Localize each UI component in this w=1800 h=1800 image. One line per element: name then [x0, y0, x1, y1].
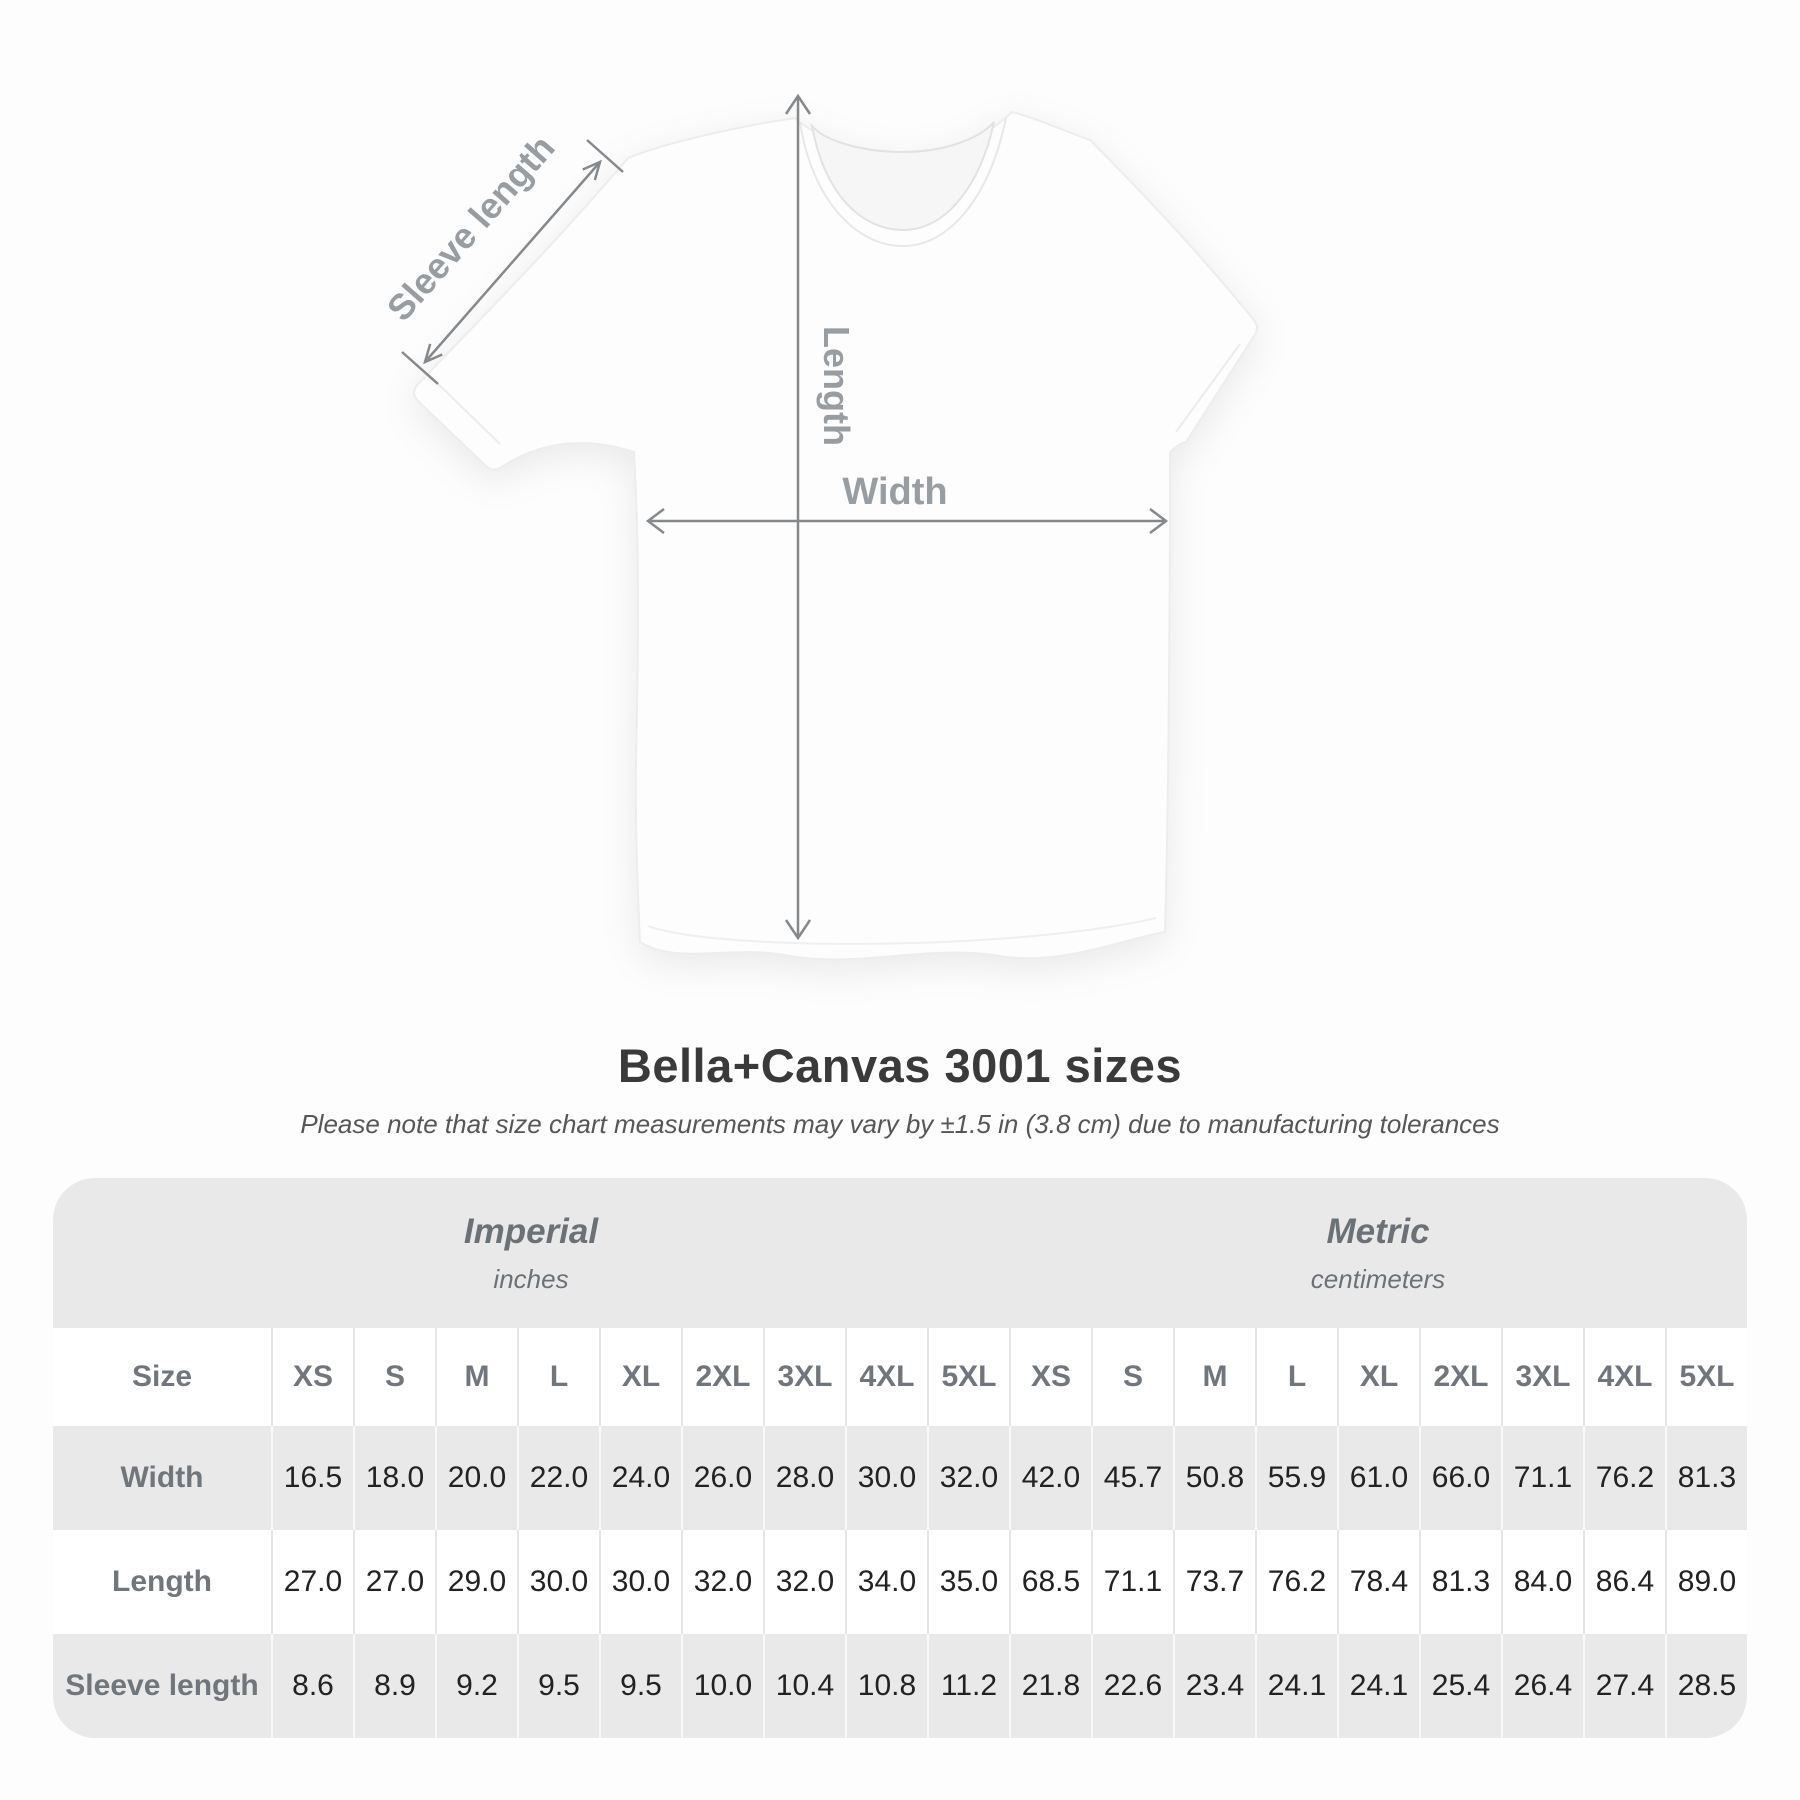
- value-cell: 71.1: [1091, 1530, 1173, 1634]
- value-cell: 25.4: [1419, 1634, 1501, 1738]
- title-block: [0, 1038, 1800, 1140]
- value-cell: 28.5: [1665, 1634, 1747, 1738]
- value-cell: 11.2: [927, 1634, 1009, 1738]
- size-column-header: 5XL: [1665, 1328, 1747, 1426]
- value-cell: 76.2: [1583, 1426, 1665, 1530]
- size-column-header: 2XL: [681, 1328, 763, 1426]
- value-cell: 30.0: [599, 1530, 681, 1634]
- imperial-units: inches: [493, 1263, 569, 1294]
- size-header-row: [53, 1328, 1747, 1426]
- value-cell: 22.0: [517, 1426, 599, 1530]
- size-column-header: 5XL: [927, 1328, 1009, 1426]
- value-cell: 9.5: [517, 1634, 599, 1738]
- size-column-header: S: [1091, 1328, 1173, 1426]
- size-column-header: XS: [1009, 1328, 1091, 1426]
- value-cell: 32.0: [681, 1530, 763, 1634]
- value-cell: 24.0: [599, 1426, 681, 1530]
- value-cell: 30.0: [517, 1530, 599, 1634]
- value-cell: 89.0: [1665, 1530, 1747, 1634]
- value-cell: 9.2: [435, 1634, 517, 1738]
- value-cell: 27.0: [271, 1530, 353, 1634]
- size-table: [53, 1178, 1747, 1738]
- value-cell: 86.4: [1583, 1530, 1665, 1634]
- value-cell: 68.5: [1009, 1530, 1091, 1634]
- value-cell: 73.7: [1173, 1530, 1255, 1634]
- row-label: Length: [112, 1565, 212, 1598]
- table-row: [53, 1530, 1747, 1634]
- size-column-header: 3XL: [1501, 1328, 1583, 1426]
- size-column-header: XL: [1337, 1328, 1419, 1426]
- size-column-header: 4XL: [1583, 1328, 1665, 1426]
- value-cell: 10.4: [763, 1634, 845, 1738]
- value-cell: 24.1: [1337, 1634, 1419, 1738]
- value-cell: 28.0: [763, 1426, 845, 1530]
- length-dimension-label: Length: [816, 326, 857, 446]
- value-cell: 21.8: [1009, 1634, 1091, 1738]
- value-cell: 10.8: [845, 1634, 927, 1738]
- metric-title: Metric: [1326, 1211, 1430, 1251]
- page-title: Bella+Canvas 3001 sizes: [617, 1039, 1183, 1092]
- value-cell: 30.0: [845, 1426, 927, 1530]
- value-cell: 71.1: [1501, 1426, 1583, 1530]
- value-cell: 81.3: [1665, 1426, 1747, 1530]
- size-column-header: 3XL: [763, 1328, 845, 1426]
- size-label-cell: Size: [131, 1360, 193, 1393]
- size-column-header: L: [517, 1328, 599, 1426]
- size-column-header: L: [1255, 1328, 1337, 1426]
- imperial-group-header: [53, 1178, 1009, 1328]
- size-column-header: XL: [599, 1328, 681, 1426]
- value-cell: 34.0: [845, 1530, 927, 1634]
- value-cell: 66.0: [1419, 1426, 1501, 1530]
- tolerance-note: Please note that size chart measurements may vary by ±1.5 in (3.8 cm) due to manufacturing tolerances: [300, 1109, 1500, 1139]
- value-cell: 27.0: [353, 1530, 435, 1634]
- size-column-header: 2XL: [1419, 1328, 1501, 1426]
- value-cell: 29.0: [435, 1530, 517, 1634]
- value-cell: 81.3: [1419, 1530, 1501, 1634]
- value-cell: 23.4: [1173, 1634, 1255, 1738]
- value-cell: 27.4: [1583, 1634, 1665, 1738]
- value-cell: 16.5: [271, 1426, 353, 1530]
- value-cell: 24.1: [1255, 1634, 1337, 1738]
- value-cell: 32.0: [927, 1426, 1009, 1530]
- row-label: Sleeve length: [65, 1669, 259, 1702]
- value-cell: 35.0: [927, 1530, 1009, 1634]
- table-row: [53, 1634, 1747, 1738]
- value-cell: 22.6: [1091, 1634, 1173, 1738]
- value-cell: 76.2: [1255, 1530, 1337, 1634]
- row-label: Width: [120, 1461, 204, 1494]
- size-column-header: 4XL: [845, 1328, 927, 1426]
- size-column-header: M: [1173, 1328, 1255, 1426]
- value-cell: 61.0: [1337, 1426, 1419, 1530]
- metric-units: centimeters: [1310, 1263, 1446, 1294]
- value-cell: 8.9: [353, 1634, 435, 1738]
- value-cell: 10.0: [681, 1634, 763, 1738]
- value-cell: 50.8: [1173, 1426, 1255, 1530]
- value-cell: 8.6: [271, 1634, 353, 1738]
- size-column-header: S: [353, 1328, 435, 1426]
- value-cell: 26.0: [681, 1426, 763, 1530]
- tshirt-silhouette: [414, 112, 1257, 959]
- sleeve-length-dimension-label: Sleeve length: [378, 126, 563, 329]
- value-cell: 18.0: [353, 1426, 435, 1530]
- table-row: [53, 1426, 1747, 1530]
- value-cell: 84.0: [1501, 1530, 1583, 1634]
- value-cell: 20.0: [435, 1426, 517, 1530]
- value-cell: 26.4: [1501, 1634, 1583, 1738]
- width-dimension-label: Width: [842, 471, 948, 513]
- value-cell: 78.4: [1337, 1530, 1419, 1634]
- value-cell: 32.0: [763, 1530, 845, 1634]
- size-column-header: XS: [271, 1328, 353, 1426]
- size-column-header: M: [435, 1328, 517, 1426]
- value-cell: 9.5: [599, 1634, 681, 1738]
- value-cell: 42.0: [1009, 1426, 1091, 1530]
- imperial-title: Imperial: [463, 1211, 599, 1251]
- value-cell: 55.9: [1255, 1426, 1337, 1530]
- table-body: [53, 1426, 1747, 1738]
- metric-group-header: [1009, 1178, 1747, 1328]
- value-cell: 45.7: [1091, 1426, 1173, 1530]
- unit-group-header-row: [53, 1178, 1747, 1328]
